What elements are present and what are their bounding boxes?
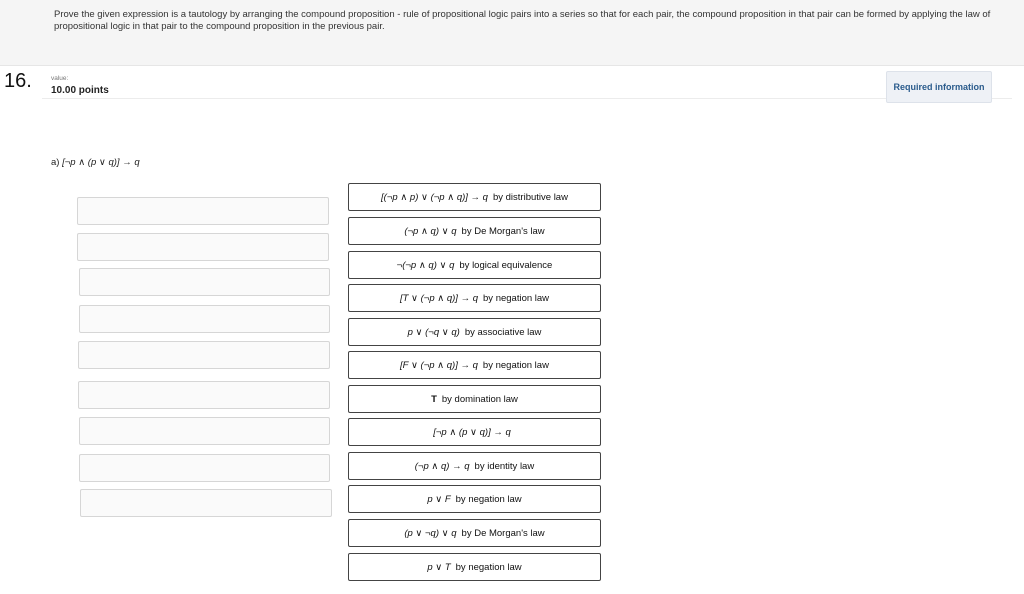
option-card[interactable] xyxy=(348,418,601,446)
answer-slot-1[interactable] xyxy=(77,197,329,225)
option-expression: [¬p ∧ (p ∨ q)] → q xyxy=(433,426,511,438)
required-information-button[interactable] xyxy=(886,71,992,103)
part-a-prefix: a) xyxy=(51,157,60,168)
option-card[interactable] xyxy=(348,553,601,581)
answer-slot-6[interactable] xyxy=(78,381,330,409)
option-rule: by associative law xyxy=(464,326,542,338)
answer-slot-5[interactable] xyxy=(78,341,330,369)
option-card[interactable] xyxy=(348,251,601,279)
option-rule: by identity law xyxy=(474,460,535,472)
answer-slot-8[interactable] xyxy=(79,454,330,482)
option-rule: by negation law xyxy=(482,359,549,371)
answer-slot-9[interactable] xyxy=(80,489,332,517)
option-rule: by De Morgan's law xyxy=(461,225,545,237)
value-label: value: xyxy=(51,75,69,82)
option-card[interactable] xyxy=(348,318,601,346)
option-rule: by distributive law xyxy=(492,191,568,203)
option-expression: p ∨ T xyxy=(427,561,451,573)
option-expression: (¬p ∧ q) ∨ q xyxy=(404,225,457,237)
instructions-text: Prove the given expression is a tautology by arranging the compound proposition - rule of propositional logic pairs into a series so that for each pair, the compound proposition in that pair can be formed by applying the law of propositional logic in that pair to the compound proposition in the previous pair. xyxy=(54,9,991,32)
option-expression: p ∨ (¬q ∨ q) xyxy=(407,326,460,338)
points-value: 10.00 points xyxy=(51,85,109,96)
required-information-label: Required information xyxy=(893,81,985,92)
answer-slot-3[interactable] xyxy=(79,268,330,296)
question-number: 16. xyxy=(4,70,32,92)
part-a-label xyxy=(51,157,140,168)
option-expression: [F ∨ (¬p ∧ q)] → q xyxy=(400,359,478,371)
answer-slot-4[interactable] xyxy=(79,305,330,333)
option-card[interactable] xyxy=(348,351,601,379)
option-rule: by negation law xyxy=(455,561,522,573)
option-rule: by negation law xyxy=(483,292,550,304)
option-rule: by negation law xyxy=(455,493,522,505)
option-card[interactable] xyxy=(348,452,601,480)
option-card[interactable] xyxy=(348,485,601,513)
part-a-expression: [¬p ∧ (p ∨ q)] → q xyxy=(62,157,140,168)
option-expression: (p ∨ ¬q) ∨ q xyxy=(404,527,457,539)
option-expression: ¬(¬p ∧ q) ∨ q xyxy=(396,259,455,271)
option-card[interactable] xyxy=(348,183,601,211)
option-card[interactable] xyxy=(348,284,601,312)
option-expression: (¬p ∧ q) → q xyxy=(414,460,470,472)
option-rule: by De Morgan's law xyxy=(461,527,545,539)
option-card[interactable] xyxy=(348,385,601,413)
option-card[interactable] xyxy=(348,217,601,245)
option-expression: p ∨ F xyxy=(427,493,451,505)
answer-slot-2[interactable] xyxy=(77,233,329,261)
header-divider xyxy=(42,98,1012,99)
option-expression: [(¬p ∧ p) ∨ (¬p ∧ q)] → q xyxy=(381,191,488,203)
instructions-banner xyxy=(0,0,1024,66)
option-expression: T xyxy=(431,393,437,405)
option-rule: by domination law xyxy=(441,393,518,405)
option-card[interactable] xyxy=(348,519,601,547)
option-expression: [T ∨ (¬p ∧ q)] → q xyxy=(399,292,479,304)
option-rule: by logical equivalence xyxy=(459,259,553,271)
answer-slot-7[interactable] xyxy=(79,417,330,445)
